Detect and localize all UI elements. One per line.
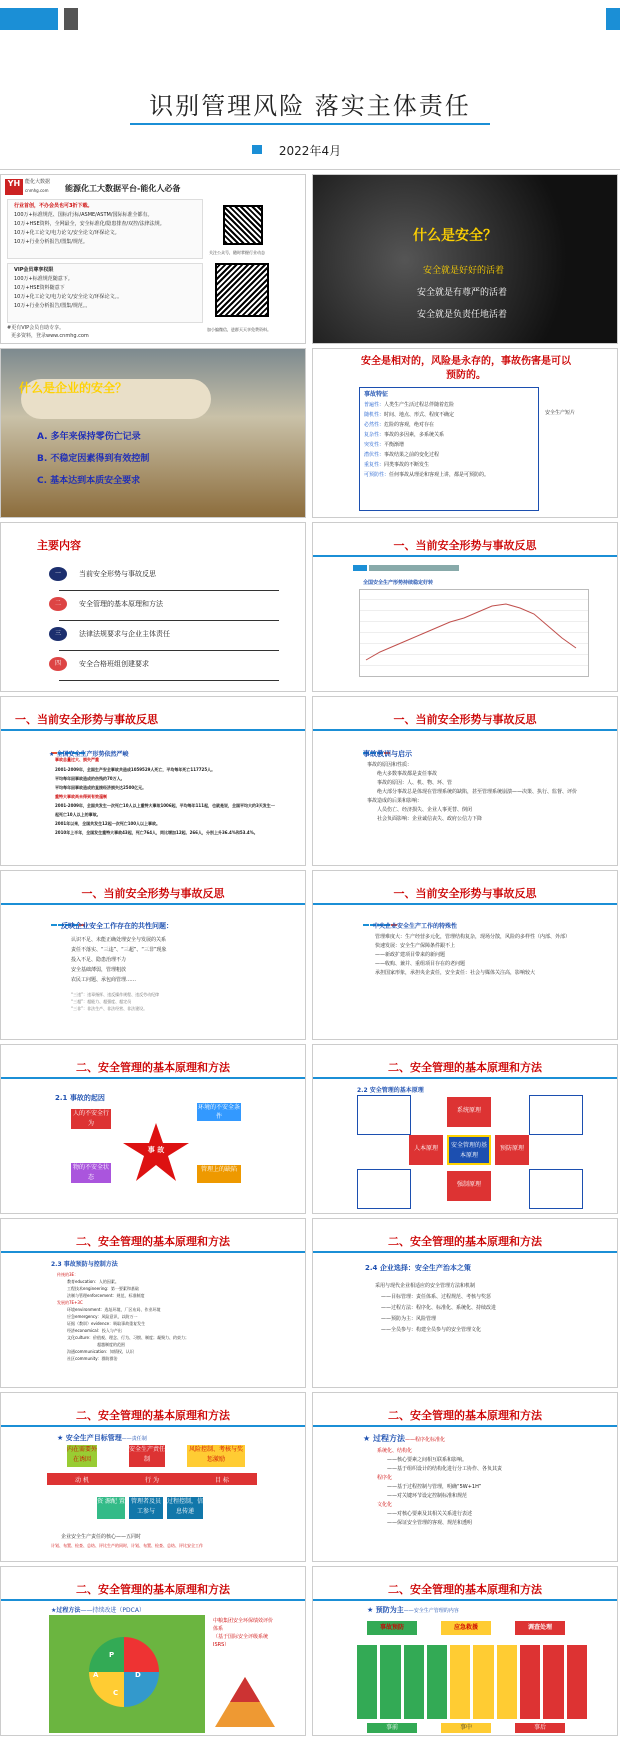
process-item: ——基于过程控制与管理，明确“5W+1H” <box>387 1484 482 1490</box>
feature-row: 必然性：危险的客观，绝对存在 <box>364 422 435 428</box>
principle-prevention: 预防原理 <box>495 1135 529 1165</box>
method-line: 证据（教训）evidence：吸取事故重复发生 <box>67 1321 146 1326</box>
agenda-item[interactable] <box>54 621 279 651</box>
vip-item: 10万+化工论文/电力论文/安全论文/环保论文。。 <box>14 294 123 300</box>
slide-accident-features <box>312 348 618 518</box>
trend-chart <box>359 589 589 677</box>
phase-column <box>380 1645 400 1719</box>
slide-title: 二、安全管理的基本原理和方法 <box>76 1061 230 1074</box>
section-heading: ★ 安全生产目标管理——责任制 <box>57 1434 147 1442</box>
vip-item: 10万+HSE资料随意下 <box>14 285 65 291</box>
section-heading: ★ 过程方法——程序化标准化 <box>363 1434 445 1443</box>
phase-emergency: 应急救援 <box>441 1621 491 1635</box>
title-underline <box>1 1599 305 1601</box>
ad-item: 10万+化工论文/电力论文/安全论文/环保论文。 <box>14 230 120 236</box>
process-item: ——对核心要素及其相关关系进行表述 <box>387 1511 473 1517</box>
agenda-label: 安全管理的基本原理和方法 <box>79 600 163 608</box>
agenda-item[interactable] <box>54 591 279 621</box>
problem-item: 认识不足、未能正确处理安全与发展的关系 <box>71 937 167 943</box>
choice-line: ——过程方法：程序化、标准化、系统化、持续改进 <box>381 1305 497 1311</box>
phase-columns <box>357 1645 587 1719</box>
title-underline <box>313 903 617 905</box>
section-heading: 2.4 企业选择：安全生产治本之策 <box>365 1264 471 1272</box>
vip-title: VIP会员尊享权限 <box>14 267 54 273</box>
special-item: ——新政扩建项目带来的新问题 <box>375 952 446 958</box>
principle-system: 系统原理 <box>447 1097 491 1127</box>
slide3-question: 什么是企业的安全？ <box>19 381 128 395</box>
method-line: 超越制度的范围 <box>97 1342 125 1347</box>
responsibility-detail: 计划、布置、检查、总结、评比生产的同时，计划、布置、检查、总结、评比安全工作 <box>51 1543 203 1548</box>
nav-tabs[interactable] <box>369 565 459 571</box>
logo-url: cnmhg.com <box>25 188 49 193</box>
footnote: “三非”：非法生产、非法经营、非法建设。 <box>71 1006 148 1011</box>
agenda-title: 主要内容 <box>37 539 81 552</box>
phase-column <box>497 1645 517 1719</box>
cause-box-object: 物的不安全状态 <box>72 1164 109 1181</box>
slide-agenda <box>0 522 306 692</box>
lesson-item: 事故的原因：人、机、物、环、管 <box>377 780 453 786</box>
stat-item: 2001年以来，全国共发生12起一次死亡100人以上事故。 <box>55 821 161 826</box>
lessons-list <box>367 761 587 824</box>
flow-box: 内在需要外在诱因 <box>67 1445 97 1467</box>
title-underline <box>313 729 617 731</box>
feature-row: 随机性：时间、地点、形式、程度不确定 <box>364 412 455 418</box>
stage-after: 事后 <box>515 1723 565 1733</box>
qr-code-icon <box>223 205 263 245</box>
slide-title: 二、安全管理的基本原理和方法 <box>388 1409 542 1422</box>
ad-title: 能源化工大数据平台-能化人必备 <box>65 184 181 193</box>
feature-row: 潜伏性：事故结果之前的变化过程 <box>364 452 440 458</box>
phase-column <box>520 1645 540 1719</box>
slide-lessons <box>312 696 618 866</box>
problem-item: 农民工问题、承包商管理…… <box>71 977 137 983</box>
slide3-answer: A. 多年来保持零伤亡记录 <box>37 432 141 442</box>
method-line: 环境environment：选址环境、厂区布局、作业环境 <box>67 1307 161 1312</box>
flow-step: 目 标 <box>215 1476 229 1484</box>
title-underline <box>1 903 305 905</box>
ad-features <box>7 199 203 259</box>
vip-item: 100万+标准规范随意下。 <box>14 276 73 282</box>
section-heading: 反映企业安全工作存在的共性问题： <box>61 922 173 930</box>
footnote: “三违”：违章指挥、违反操作规程、违反劳动纪律 <box>71 992 160 997</box>
slide-common-problems <box>0 870 306 1040</box>
section-heading: ★ 全国安全生产形势依然严峻 <box>49 751 129 758</box>
slide3-answer: B. 不稳定因素得到有效控制 <box>37 454 150 464</box>
title-underline <box>1 729 305 731</box>
lesson-item: 人员伤亡、经济损失、企业人事更替、倒闭 <box>377 807 473 813</box>
stat-item: 2001-2009年，全国共发生一次死亡10人以上重特大事故1006起，平均每年111起，也就是说，全国平均大约3天发生一起死亡10人以上的事故。 <box>55 803 275 817</box>
special-item: 快速发展：安全生产保障条件跟不上 <box>375 943 456 949</box>
chart-subtitle: 全国安全生产形势持续稳定好转 <box>363 580 434 586</box>
slide-title: 二、安全管理的基本原理和方法 <box>388 1235 542 1248</box>
section-heading: 2.1 事故的起因 <box>55 1094 105 1102</box>
feature-row: 突发性：平衡渐增 <box>364 442 405 448</box>
principle-enforcement: 强制原理 <box>447 1171 491 1201</box>
flow-box: 风险控制、考核与奖惩激励 <box>187 1445 245 1467</box>
slide-title: 一、当前安全形势与事故反思 <box>15 713 158 726</box>
footnote: “三超”：超能力、超强度、超定员 <box>71 999 132 1004</box>
flow-box: 管理者及员工参与 <box>129 1497 163 1519</box>
process-item: ——对关键环节设定控制标准和规范 <box>387 1493 468 1499</box>
features-title: 事故特征 <box>364 391 389 398</box>
qr-code-icon <box>215 263 269 317</box>
slide2-question: 什么是安全？ <box>413 228 497 244</box>
ad-item: 10万+行业分析报告/图集/规范。 <box>14 239 88 245</box>
cover-date: 2022年4月 <box>278 144 342 158</box>
slide-title: 二、安全管理的基本原理和方法 <box>388 1583 542 1596</box>
stat-item: 平均每年因事故造成的伤残约70万人。 <box>55 776 125 781</box>
choice-list <box>375 1281 585 1336</box>
slide-title: 二、安全管理的基本原理和方法 <box>76 1235 230 1248</box>
title-underline <box>1 1077 305 1079</box>
flow-step: 动 机 <box>75 1476 89 1484</box>
choice-line: ——全员参与：构建全员参与的安全管理文化 <box>381 1327 482 1333</box>
pdca-p: P <box>109 1651 115 1659</box>
method-line: 应急emergency：风险意识，以防万一 <box>67 1314 138 1319</box>
principle-center: 安全管理的基本原理 <box>447 1135 491 1165</box>
phase-column <box>450 1645 470 1719</box>
stage-before: 事前 <box>367 1723 417 1733</box>
section-heading: ★ 预防为主——安全生产管理的内容 <box>367 1606 459 1614</box>
agenda-number-icon: 一 <box>49 567 67 581</box>
problem-item: 投入不足、隐患治理不力 <box>71 957 127 963</box>
motivation-flow <box>47 1473 257 1485</box>
slide2-answer: 安全就是有尊严的活着 <box>417 288 508 298</box>
footnotes <box>71 991 159 1012</box>
pdca-d: D <box>135 1671 141 1679</box>
feature-row: 普遍性：人类生产生活过程总伴随着危险 <box>364 402 455 408</box>
cause-box-management: 管理上的缺陷 <box>197 1165 241 1183</box>
slide-prevention-methods <box>0 1218 306 1388</box>
section-heading: 2.3 事故预防与控制方法 <box>51 1261 118 1268</box>
special-item: 管理难度大：生产经营多元化，管理结构复杂，现场分散，风险的多样性（内部、外部） <box>375 934 571 940</box>
process-item: ——核心要素之间相互联系和影响。 <box>387 1457 468 1463</box>
section-sub: 事故总量过大、损失严重 <box>55 757 99 762</box>
method-line: 发展的7E+3C <box>57 1300 83 1305</box>
pdca-a: A <box>93 1671 99 1679</box>
slide-severe-situation <box>0 696 306 866</box>
cause-box-environment: 环境的不安全条件 <box>197 1104 240 1120</box>
vip-item: 10万+行业分析报告/图集/规范。。 <box>14 303 91 309</box>
qr1-caption: 关注公众号，随时掌握行业动态 <box>209 250 265 255</box>
feature-row: 复杂性：事故的多因素，多系统关系 <box>364 432 445 438</box>
method-line: 工程技术engineering：第一要素和基础 <box>67 1286 139 1291</box>
cover-accent-bar-right <box>606 8 620 30</box>
slide2-answer: 安全就是负责任地活着 <box>417 310 508 320</box>
principle-human: 人本原理 <box>409 1135 443 1165</box>
slide-central-enterprise <box>312 870 618 1040</box>
title-underline <box>313 1251 617 1253</box>
method-line: 教育education：人的因素。 <box>67 1279 119 1284</box>
stat-item: 2010年上半年，全国发生重特大事故43起，死亡764人，同比增加12起、266人，分别上升36.4%和53.4%。 <box>55 830 258 835</box>
agenda-number-icon: 三 <box>49 627 67 641</box>
process-item: ——保证安全管理的客观、规范和透明 <box>387 1520 473 1526</box>
phase-column <box>473 1645 493 1719</box>
method-list <box>57 1271 277 1362</box>
method-line: 法制与管理enforcement：规范，标准制度 <box>67 1293 145 1298</box>
ad-vip <box>7 263 203 323</box>
pdca-cycle-icon <box>89 1637 159 1707</box>
features-box <box>359 387 539 511</box>
process-heading: 文化化 <box>377 1502 393 1508</box>
nav-tab[interactable] <box>353 565 367 571</box>
lesson-item: 社会负面影响：企业诚信丧失、政府公信力下降 <box>377 816 483 822</box>
agenda-number-icon: 二 <box>49 597 67 611</box>
process-heading: 系统化、结构化 <box>377 1448 413 1454</box>
process-heading: 程序化 <box>377 1475 393 1481</box>
accident-label: 事 故 <box>147 1146 165 1154</box>
logo-icon: YH <box>5 179 23 195</box>
slide-accident-causes <box>0 1044 306 1214</box>
slide-title: 一、当前安全形势与事故反思 <box>81 887 225 900</box>
pdca-c: C <box>113 1689 119 1697</box>
ad-note: #更有VIP会员自助专享。 <box>7 325 65 331</box>
slide-title: 一、当前安全形势与事故反思 <box>393 539 537 552</box>
choice-line: ——目标管理：责任体系、过程规范、考核与奖惩 <box>381 1294 492 1300</box>
section-heading: 2.2 安全管理的基本原理 <box>357 1087 424 1094</box>
ad-item: 10万+HSE资料，全网最全，安全标准化/隐患排查/双控/法律法规。 <box>14 221 165 227</box>
method-line: 文化culture：价值观、理念、行为、习惯、制度；凝聚力、约束力； <box>67 1335 189 1340</box>
lesson-item: 绝大多数事故都是责任事故 <box>377 771 438 777</box>
slide3-answer: C. 基本达到本质安全要求 <box>37 476 141 486</box>
choice-line: ——预防为主：风险管理 <box>381 1316 437 1322</box>
section-heading: ★过程方法——持续改进（PDCA） <box>51 1607 145 1614</box>
feature-row: 重复性：同类事故的不断发生 <box>364 462 430 468</box>
cause-box-human: 人的不安全行为 <box>72 1110 109 1127</box>
method-line: 传统的3E： <box>57 1272 79 1277</box>
cover-accent-bar <box>0 8 58 30</box>
slide-what-is-safety <box>312 174 618 344</box>
cover-divider <box>130 123 490 125</box>
logo-name: 能化大数据 <box>25 179 51 185</box>
cover-title: 识别管理风险 落实主体责任 <box>149 92 471 120</box>
process-item: ——基于组织设计的结构化进行分工协作、各负其责 <box>387 1466 503 1472</box>
slide-enterprise-safety <box>0 348 306 518</box>
problem-item: 责任不落实、“三违”、“三超”、“三非”现象 <box>71 947 167 953</box>
agenda-item[interactable] <box>54 651 279 681</box>
note-box <box>529 1169 583 1209</box>
method-line: 沟通communication：知情权、认识 <box>67 1349 134 1354</box>
stat-item: 重特大事故尚未得到有效遏制 <box>55 794 107 799</box>
qr2-caption: 加小编微信，进群天天享免费资料。 <box>207 327 271 332</box>
slide2-answer: 安全就是好好的活着 <box>423 266 505 276</box>
section-heading: 中央企业安全生产工作的特殊性 <box>373 923 458 930</box>
process-list <box>377 1447 597 1528</box>
title-underline <box>313 1599 617 1601</box>
agenda-number-icon: 四 <box>49 657 67 671</box>
cover-slide <box>0 0 620 170</box>
feature-row: 可预防性：任何事故从理论和客观上讲，都是可预防的。 <box>364 472 490 478</box>
phase-investigation: 调查处理 <box>515 1621 565 1635</box>
title-underline <box>1 1251 305 1253</box>
flow-step: 行 为 <box>145 1476 159 1484</box>
note-box <box>529 1095 583 1135</box>
special-item: ——收购、兼并、重组项目存在的老问题 <box>375 961 466 967</box>
slide-title: 二、安全管理的基本原理和方法 <box>76 1583 230 1596</box>
lesson-heading: 事故的原因和性质： <box>367 762 413 768</box>
method-line: 社区community：群防群治 <box>67 1356 118 1361</box>
phase-column <box>404 1645 424 1719</box>
cover-accent-bar-dark <box>64 8 78 30</box>
flow-box: 资 源配 置 <box>97 1497 125 1519</box>
title-underline <box>313 1077 617 1079</box>
slide-pdca <box>0 1566 306 1736</box>
slide-process-method <box>312 1392 618 1562</box>
phase-prevention: 事故预防 <box>367 1621 417 1635</box>
responsibility-note: 企业安全生产责任的核心——五同时 <box>61 1534 142 1540</box>
slide-title: 一、当前安全形势与事故反思 <box>393 887 537 900</box>
slide-basic-principles <box>312 1044 618 1214</box>
ad-more[interactable]: 更多资料，登录www.cnmhg.com <box>11 333 89 339</box>
slide-enterprise-choice <box>312 1218 618 1388</box>
agenda-list <box>54 561 279 681</box>
choice-line: 采用与现代企业相适应的安全管理方法和机制 <box>375 1283 476 1289</box>
note-box <box>357 1169 411 1209</box>
phase-column <box>427 1645 447 1719</box>
video-link[interactable]: 安全生产短片 <box>545 410 576 416</box>
slide-prevention-first <box>312 1566 618 1736</box>
slide-title: 二、安全管理的基本原理和方法 <box>388 1061 542 1074</box>
agenda-label: 当前安全形势与事故反思 <box>79 570 156 578</box>
slide-target-management <box>0 1392 306 1562</box>
ad-sub: 行业首创，不办会员也可3折下载。 <box>14 203 93 209</box>
flow-box: 过程控制，信息传递 <box>167 1497 203 1519</box>
method-line: 经济economical：投入与产出 <box>67 1328 122 1333</box>
phase-column <box>567 1645 587 1719</box>
agenda-label: 法律法规要求与企业主体责任 <box>79 630 170 638</box>
trend-line <box>360 590 590 678</box>
note-box <box>357 1095 411 1135</box>
special-item: 承担国家形象，承担央企责任，安全责任：社会与媒体关注高，影响较大 <box>375 970 536 976</box>
title-underline <box>313 1425 617 1427</box>
agenda-label: 安全合格班组创建要求 <box>79 660 149 668</box>
stat-item: 2001-2009年，全国生产安全事故共造成1059529人死亡，平均每年死亡117725人。 <box>55 767 216 772</box>
slide-ad <box>0 174 306 344</box>
slide-title: 一、当前安全形势与事故反思 <box>393 713 537 726</box>
stat-item: 平均每年因事故造成的直接经济损失达2500亿元。 <box>55 785 147 790</box>
phase-column <box>543 1645 563 1719</box>
problem-item: 安全基础薄弱，管理粗放 <box>71 967 127 973</box>
special-list <box>375 933 585 978</box>
stage-during: 事中 <box>441 1723 491 1733</box>
lesson-item: 绝大部分事故总是体现在管理系统的缺陷，甚至管理系统崩溃——决策、执行、监督、评价 <box>377 789 578 795</box>
lesson-heading: 事故造成的后果和影响： <box>367 798 423 804</box>
slide-title: 二、安全管理的基本原理和方法 <box>76 1409 230 1422</box>
flow-box: 安全生产责任制 <box>129 1445 165 1467</box>
slide-trend-chart <box>312 522 618 692</box>
ad-item: 100万+标准规范、国标/行标/ASME/ASTM/国际标准全都有。 <box>14 212 153 218</box>
stats-list <box>55 765 275 837</box>
pyramid-icon <box>215 1677 275 1727</box>
slide4-headline: 安全是相对的，风险是永存的，事故伤害是可以预防的。 <box>361 356 571 381</box>
agenda-item[interactable] <box>54 561 279 591</box>
evaluation-note: 中粮集团安全环保绩效评价体系 （基于国际安全评级系统ISRS） <box>213 1618 274 1648</box>
phase-column <box>357 1645 377 1719</box>
title-underline <box>1 1425 305 1427</box>
section-heading: 事故教训与启示 <box>363 750 412 758</box>
problem-list <box>71 935 291 985</box>
title-underline <box>313 555 617 557</box>
